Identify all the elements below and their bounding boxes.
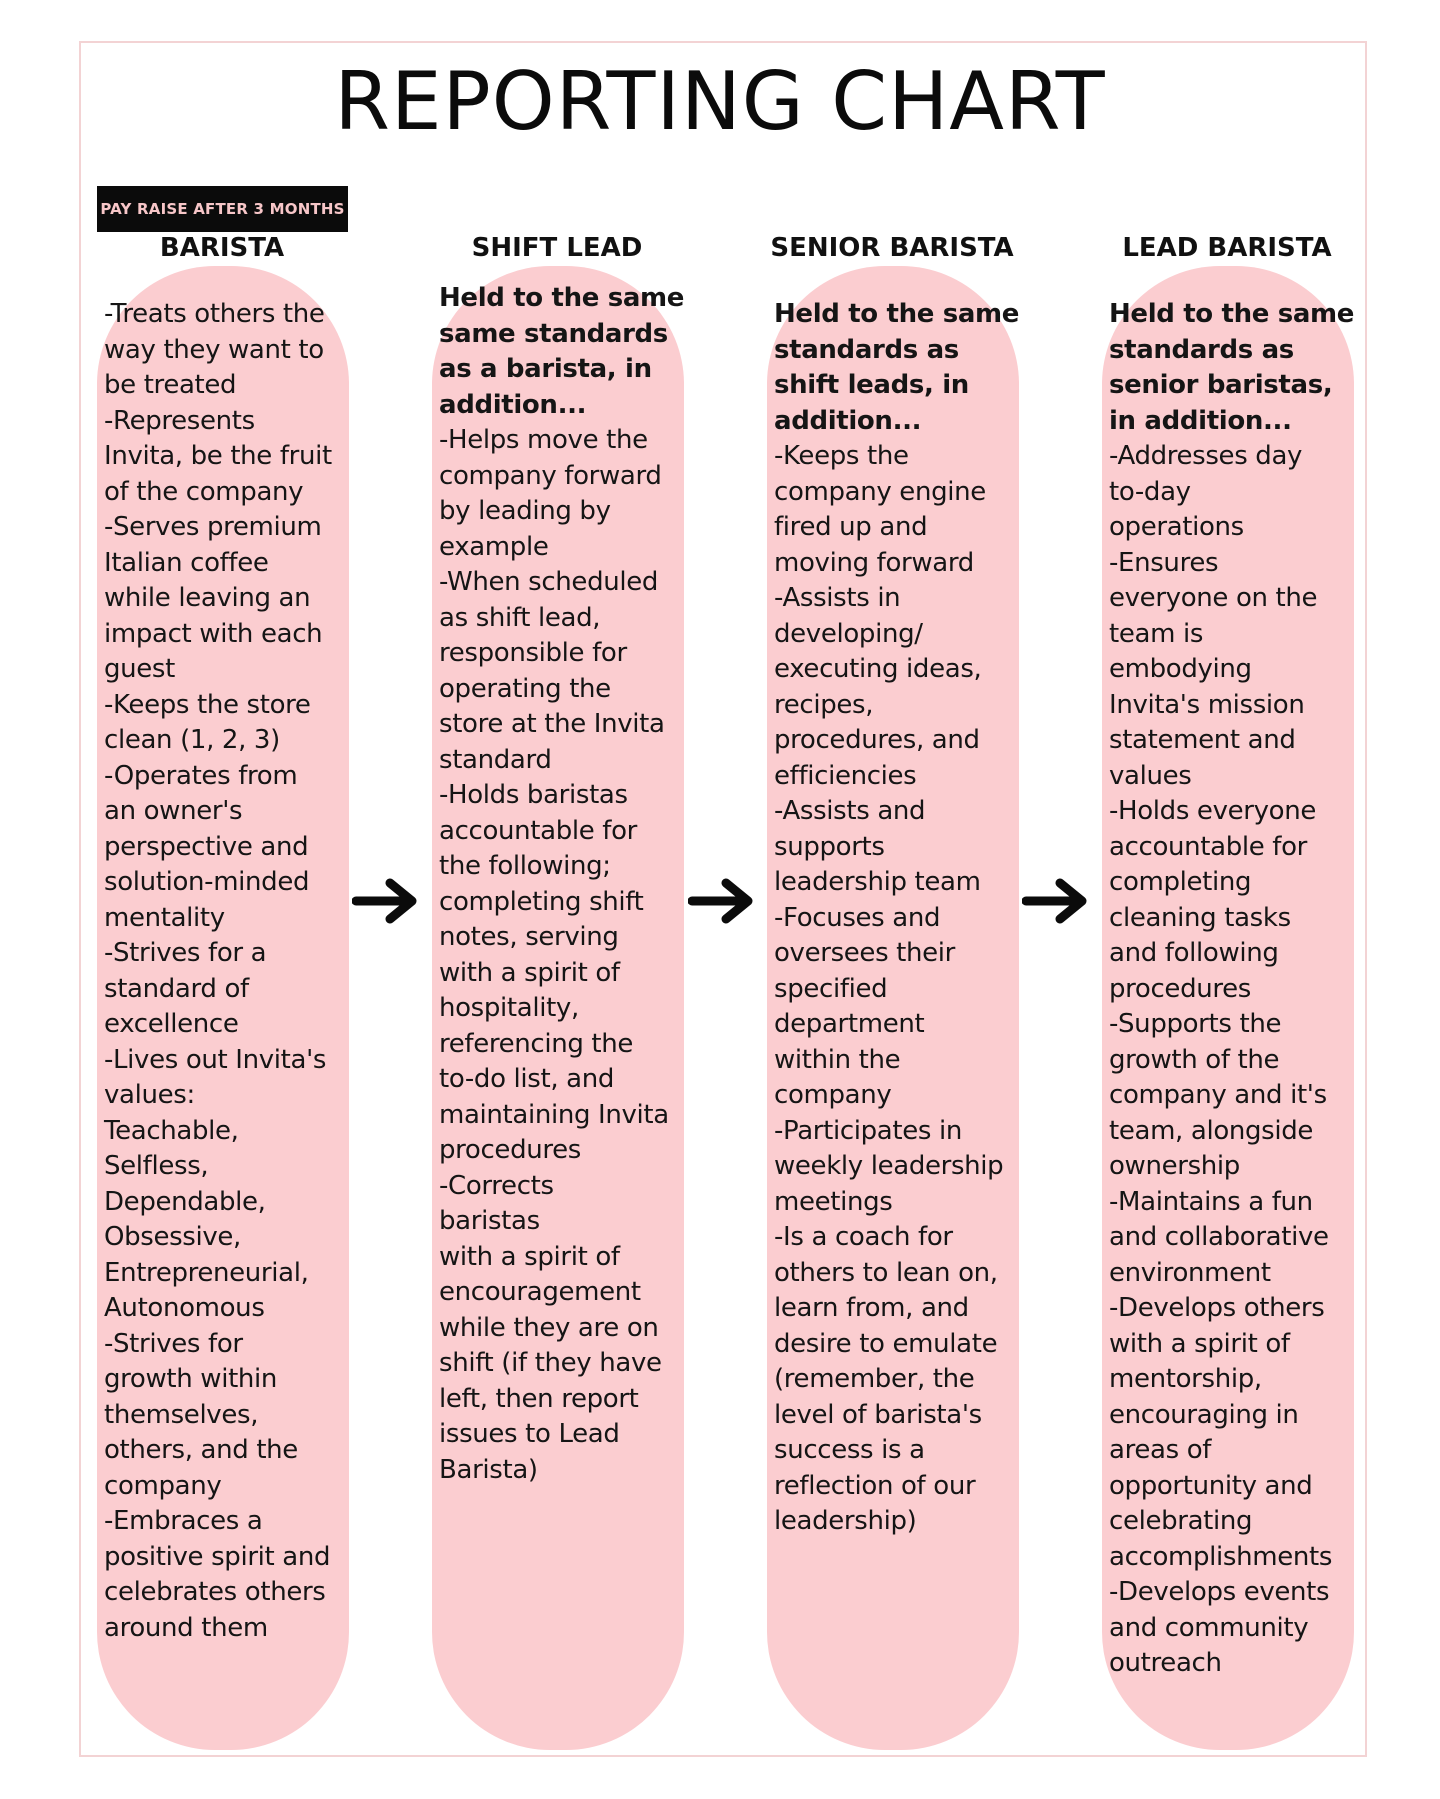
- duty-line: embodying: [1109, 654, 1252, 684]
- duty-line: mentality: [104, 902, 225, 933]
- duty-line: environment: [1109, 1257, 1271, 1288]
- duty-line: solution-minded: [104, 867, 310, 897]
- arrow-right-icon: [1022, 876, 1092, 926]
- duty-line: -Develops events: [1109, 1577, 1330, 1607]
- duty-line: team, alongside: [1109, 1115, 1314, 1146]
- duty-line: procedures: [1109, 973, 1251, 1004]
- intro-line: Held to the same: [439, 283, 685, 313]
- duty-line: (remember, the: [774, 1364, 975, 1394]
- duty-line: procedures: [439, 1135, 581, 1165]
- duty-line: -Operates from: [104, 760, 298, 791]
- arrow-right-icon: [352, 876, 422, 926]
- arrow-right-icon: [688, 876, 758, 926]
- duty-line: perspective and: [104, 831, 309, 862]
- duty-line: encouragement: [439, 1277, 641, 1307]
- duty-line: opportunity and: [1109, 1470, 1313, 1501]
- duty-line: to-do list, and: [439, 1064, 615, 1094]
- duty-line: with a spirit of: [1109, 1328, 1290, 1359]
- duty-line: company: [104, 1470, 222, 1501]
- duty-line: operations: [1109, 512, 1244, 542]
- duty-line: celebrating: [1109, 1506, 1253, 1536]
- duty-line: -Strives for a: [104, 938, 267, 968]
- duty-line: clean (1, 2, 3): [104, 725, 280, 755]
- duty-line: team is: [1109, 618, 1204, 649]
- intro-line: Held to the same: [774, 299, 1020, 329]
- intro-line: standards as: [774, 334, 959, 365]
- duty-line: positive spirit and: [104, 1541, 331, 1572]
- duty-line: department: [774, 1009, 925, 1039]
- duty-line: accountable for: [439, 815, 638, 846]
- duty-line: efficiencies: [774, 760, 917, 791]
- duty-line: company and it's: [1109, 1080, 1327, 1110]
- intro-line: addition...: [774, 405, 922, 436]
- intro-line: senior baristas,: [1109, 370, 1333, 400]
- duty-line: ownership: [1109, 1151, 1240, 1181]
- duty-line: success is a: [774, 1435, 925, 1465]
- duty-line: and community: [1109, 1612, 1309, 1643]
- duty-line: -Develops others: [1109, 1293, 1325, 1323]
- duty-line: growth of the: [1109, 1044, 1280, 1075]
- duty-line: by leading by: [439, 496, 611, 526]
- duty-line: -Lives out Invita's: [104, 1044, 327, 1075]
- duty-line: company: [774, 1080, 892, 1110]
- duty-line: -Is a coach for: [774, 1222, 953, 1252]
- intro-line: same standards: [439, 318, 668, 349]
- intro-line: as a barista, in: [439, 354, 652, 384]
- duty-line: -Participates in: [774, 1115, 962, 1146]
- duty-line: -Addresses day: [1109, 441, 1303, 471]
- duty-line: desire to emulate: [774, 1328, 998, 1359]
- duty-line: growth within: [104, 1364, 278, 1394]
- duty-line: store at the Invita: [439, 709, 665, 739]
- duty-line: Italian coffee: [104, 547, 269, 578]
- duty-line: and following: [1109, 938, 1279, 968]
- duty-line: -Serves premium: [104, 512, 322, 542]
- duty-line: oversees their: [774, 938, 956, 968]
- duty-line: maintaining Invita: [439, 1099, 669, 1130]
- duty-line: procedures, and: [774, 725, 980, 755]
- duty-line: to-day: [1109, 476, 1191, 507]
- duty-line: Dependable,: [104, 1186, 266, 1217]
- duty-line: as shift lead,: [439, 602, 601, 633]
- page-title: REPORTING CHART: [334, 55, 1106, 148]
- duty-line: of the company: [104, 476, 304, 507]
- duty-line: values:: [104, 1080, 195, 1110]
- duty-line: standard of: [104, 973, 249, 1004]
- duty-line: Barista): [439, 1454, 538, 1485]
- duty-line: statement and: [1109, 725, 1296, 755]
- role-description-shift-lead: [439, 281, 689, 1488]
- duty-line: with a spirit of: [439, 957, 620, 988]
- duty-line: excellence: [104, 1009, 239, 1039]
- duty-line: level of barista's: [774, 1399, 982, 1430]
- duty-line: guest: [104, 654, 175, 684]
- duty-line: notes, serving: [439, 922, 619, 952]
- duty-line: celebrates others: [104, 1577, 326, 1607]
- duty-line: be treated: [104, 370, 237, 400]
- duty-line: -Ensures: [1109, 547, 1219, 578]
- duty-line: others, and the: [104, 1435, 298, 1465]
- duty-line: -Helps move the: [439, 425, 648, 455]
- duty-line: responsible for: [439, 638, 627, 668]
- duty-line: -Holds everyone: [1109, 796, 1316, 826]
- duty-line: -Focuses and: [774, 902, 941, 933]
- column-title-lead-barista: LEAD BARISTA: [1122, 233, 1332, 263]
- duty-line: themselves,: [104, 1399, 259, 1430]
- pay-raise-badge: PAY RAISE AFTER 3 MONTHS: [97, 186, 348, 232]
- duty-line: fired up and: [774, 512, 928, 542]
- duty-line: Selfless,: [104, 1151, 209, 1181]
- duty-line: values: [1109, 760, 1192, 791]
- intro-line: shift leads, in: [774, 370, 969, 400]
- duty-line: cleaning tasks: [1109, 902, 1291, 933]
- duty-line: encouraging in: [1109, 1399, 1299, 1430]
- duty-line: -Supports the: [1109, 1009, 1282, 1039]
- duty-line: -Embraces a: [104, 1506, 263, 1536]
- intro-line: Held to the same: [1109, 299, 1355, 329]
- duty-line: hospitality,: [439, 993, 579, 1023]
- duty-line: recipes,: [774, 689, 874, 720]
- duty-line: -When scheduled: [439, 567, 659, 597]
- duty-line: -Strives for: [104, 1328, 243, 1359]
- duty-line: -Assists and: [774, 796, 926, 826]
- duty-line: Invita, be the fruit: [104, 441, 332, 471]
- duty-line: operating the: [439, 673, 611, 704]
- duty-line: accomplishments: [1109, 1541, 1333, 1572]
- duty-line: company engine: [774, 476, 986, 507]
- duty-line: -Maintains a fun: [1109, 1186, 1313, 1217]
- duty-line: referencing the: [439, 1028, 634, 1059]
- duty-line: executing ideas,: [774, 654, 982, 684]
- duty-line: shift (if they have: [439, 1348, 662, 1378]
- duty-line: around them: [104, 1612, 268, 1643]
- duty-line: Teachable,: [104, 1115, 239, 1146]
- duty-line: company forward: [439, 460, 662, 491]
- duty-line: meetings: [774, 1186, 893, 1217]
- duty-line: Invita's mission: [1109, 689, 1305, 720]
- duty-line: completing shift: [439, 886, 644, 917]
- duty-line: standard: [439, 744, 552, 775]
- duty-line: issues to Lead: [439, 1419, 620, 1449]
- role-description-lead-barista: [1109, 297, 1359, 1682]
- duty-line: while leaving an: [104, 583, 311, 613]
- duty-line: supports: [774, 831, 885, 862]
- role-description-barista: [104, 297, 354, 1646]
- column-title-barista: BARISTA: [159, 233, 285, 263]
- duty-line: -Keeps the: [774, 441, 909, 471]
- duty-line: accountable for: [1109, 831, 1308, 862]
- duty-line: Autonomous: [104, 1293, 265, 1323]
- duty-line: Entrepreneurial,: [104, 1257, 309, 1288]
- duty-line: way they want to: [104, 334, 324, 365]
- duty-line: within the: [774, 1044, 901, 1075]
- duty-line: the following;: [439, 851, 611, 881]
- duty-line: -Holds baristas: [439, 780, 628, 810]
- duty-line: moving forward: [774, 547, 974, 578]
- duty-line: impact with each: [104, 618, 323, 649]
- duty-line: mentorship,: [1109, 1364, 1262, 1394]
- duty-line: specified: [774, 973, 888, 1004]
- column-title-senior-barista: SENIOR BARISTA: [770, 233, 1014, 263]
- duty-line: left, then report: [439, 1383, 639, 1414]
- duty-line: developing/: [774, 618, 923, 649]
- duty-line: Obsessive,: [104, 1222, 241, 1252]
- duty-line: -Treats others the: [104, 299, 325, 329]
- intro-line: addition...: [439, 389, 587, 420]
- duty-line: learn from, and: [774, 1293, 969, 1323]
- duty-line: others to lean on,: [774, 1257, 998, 1288]
- duty-line: an owner's: [104, 796, 243, 826]
- duty-line: -Keeps the store: [104, 689, 311, 720]
- duty-line: while they are on: [439, 1312, 659, 1343]
- duty-line: -Corrects: [439, 1170, 554, 1201]
- duty-line: -Represents: [104, 405, 255, 436]
- column-title-shift-lead: SHIFT LEAD: [471, 233, 643, 263]
- duty-line: leadership): [774, 1506, 917, 1536]
- duty-line: baristas: [439, 1206, 540, 1236]
- role-description-senior-barista: [774, 297, 1024, 1540]
- duty-line: and collaborative: [1109, 1222, 1329, 1252]
- duty-line: example: [439, 531, 549, 562]
- duty-line: everyone on the: [1109, 583, 1318, 613]
- intro-line: standards as: [1109, 334, 1294, 365]
- duty-line: completing: [1109, 867, 1252, 897]
- duty-line: with a spirit of: [439, 1241, 620, 1272]
- duty-line: areas of: [1109, 1435, 1212, 1465]
- duty-line: leadership team: [774, 867, 981, 897]
- duty-line: reflection of our: [774, 1470, 976, 1501]
- duty-line: weekly leadership: [774, 1151, 1004, 1181]
- intro-line: in addition...: [1109, 405, 1292, 436]
- duty-line: -Assists in: [774, 583, 901, 613]
- duty-line: outreach: [1109, 1648, 1222, 1678]
